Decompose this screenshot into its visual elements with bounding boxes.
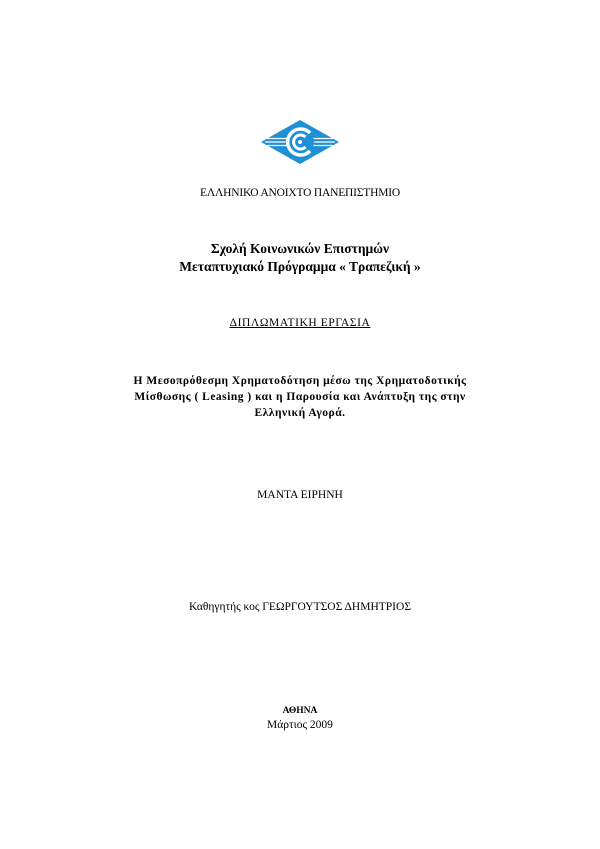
university-name: ΕΛΛΗΝΙΚΟ ΑΝΟΙΧΤΟ ΠΑΝΕΠΙΣΤΗΜΙΟ	[200, 187, 400, 199]
city: ΑΘΗΝΑ	[282, 706, 318, 716]
supervisor: Καθηγητής κος ΓΕΩΡΓΟΥΤΣΟΣ ΔΗΜΗΤΡΙΟΣ	[188, 601, 412, 613]
date: Μάρτιος 2009	[267, 719, 333, 731]
author-name: ΜΑΝΤΑ ΕΙΡΗΝΗ	[257, 489, 343, 501]
thesis-title	[0, 373, 600, 421]
thesis-type: ΔΙΠΛΩΜΑΤΙΚΗ ΕΡΓΑΣΙΑ	[229, 317, 371, 329]
school-block	[0, 240, 600, 276]
university-emblem-icon	[261, 120, 339, 164]
school-name: Σχολή Κοινωνικών Επιστημών	[210, 241, 390, 256]
thesis-title-line: Μίσθωσης ( Leasing ) και η Παρουσία και Ανάπτυξη της στην	[134, 391, 466, 403]
thesis-title-line: Η Μεσοπρόθεσμη Χρηματοδότηση μέσω της Χρηματοδοτικής	[133, 375, 467, 387]
thesis-title-line: Ελληνική Αγορά.	[254, 407, 346, 419]
program-name: Μεταπτυχιακό Πρόγραμμα « Τραπεζική »	[179, 259, 421, 274]
